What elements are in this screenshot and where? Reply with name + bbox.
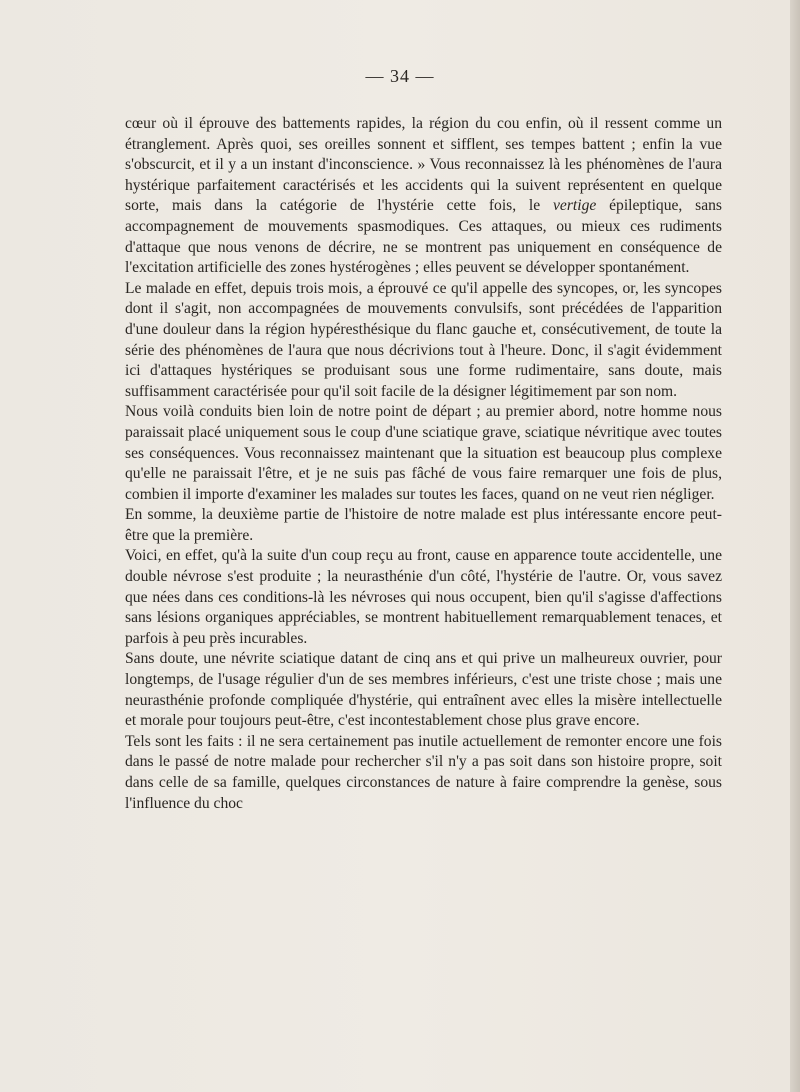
paragraph-1: cœur où il éprouve des battements rapides, la région du cou enfin, où il ressent comme un étranglement. Après quoi, ses oreilles sonnent et sifflent, ses tempes battent ; enfin la vue s'obscurcit, et il y a un instant d'inconscience. » Vous reconnaissez là les phénomènes de l'aura hystérique parfaitement caractérisés et les accidents qui la suivent représentent en quelque sorte, mais dans la catégorie de l'hystérie cette fois, le vertige épileptique, sans accompagnement de mouvements spasmodiques. Ces attaques, ou mieux ces rudiments d'attaque que nous venons de décrire, ne se montrent pas uniquement en conséquence de l'excitation artificielle des zones hystérogènes ; elles peuvent se développer spontanément. [125,115,722,277]
paragraph-6: Sans doute, une névrite sciatique datant de cinq ans et qui prive un malheureux ouvrier, pour longtemps, de l'usage régulier d'un de ses membres inférieurs, c'est une triste chose ; mais une neurasthénie profonde compliquée d'hystérie, qui entraînent avec elles la misère intellectuelle et morale pour toujours peut-être, c'est incontestablement chose plus grave encore. [125,650,722,730]
paragraph-4: En somme, la deuxième partie de l'histoire de notre malade est plus intéressante encore peut-être que la première. [125,506,722,544]
paragraph-7: Tels sont les faits : il ne sera certainement pas inutile actuellement de remonter encore une fois dans le passé de notre malade pour rechercher s'il n'y a pas soit dans son histoire propre, soit dans celle de sa famille, quelques circonstances de nature à faire comprendre la genèse, sous l'influence du choc [125,732,722,812]
page-number: — 34 — [365,66,435,86]
paragraph-5: Voici, en effet, qu'à la suite d'un coup reçu au front, cause en apparence toute accidentelle, une double névrose s'est produite ; la neurasthénie d'un côté, l'hystérie de l'autre. Or, vous savez que nées dans ces conditions-là les névroses qui nous occupent, bien qu'il s'agisse d'affections sans lésions organiques appréciables, se montrent habituellement remarquablement tenaces, et parfois à peu près incurables. [125,547,722,647]
paragraph-2: Le malade en effet, depuis trois mois, a éprouvé ce qu'il appelle des syncopes, or, les syncopes dont il s'agit, non accompagnées de mouvements convulsifs, sont précédées de l'apparition d'une douleur dans la région hypéresthésique du flanc gauche et, consécutivement, de toute la série des phénomènes de l'aura que nous décrivions tout à l'heure. Donc, il s'agit évidemment ici d'attaques hystériques se produisant sous une forme rudimentaire, sans doute, mais suffisamment caractérisée pour qu'il soit facile de la désigner légitimement par son nom. [125,279,722,400]
page-edge-shadow [790,0,800,1092]
body-text [125,114,722,814]
paragraph-3: Nous voilà conduits bien loin de notre point de départ ; au premier abord, notre homme nous paraissait placé uniquement sous le coup d'une sciatique grave, sciatique névritique avec toutes ses conséquences. Vous reconnaissez maintenant que la situation est beaucoup plus complexe qu'elle ne paraissait l'être, et je ne suis pas fâché de vous faire remarquer une fois de plus, combien il importe d'examiner les malades sur toutes les faces, quand on ne veut rien négliger. [125,403,722,503]
